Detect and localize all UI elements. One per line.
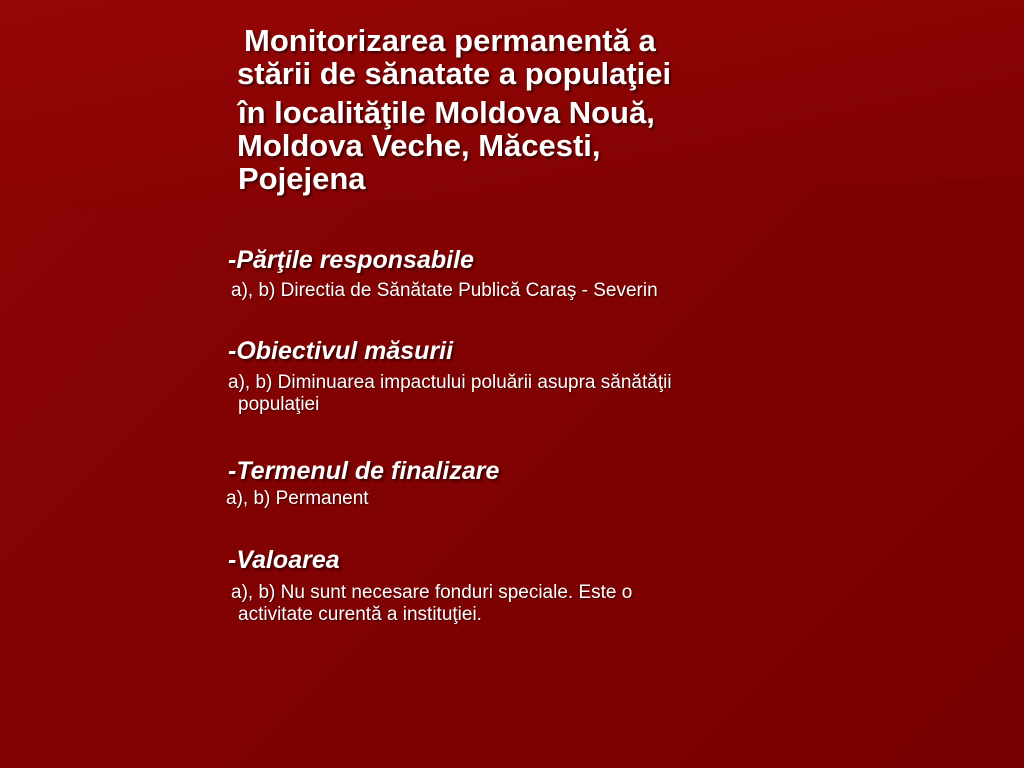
section-heading: -Valoarea — [228, 546, 340, 574]
section-heading: -Termenul de finalizare — [228, 457, 500, 485]
section-objective — [228, 337, 788, 416]
title-line-2: stării de sănatate a populaţiei — [237, 56, 672, 91]
section-heading: -Obiectivul măsurii — [228, 337, 454, 365]
section-body-line: a), b) Nu sunt necesare fonduri speciale. Este o — [231, 582, 633, 603]
section-heading: -Părţile responsabile — [228, 246, 474, 274]
section-value — [228, 546, 788, 626]
section-deadline — [228, 457, 788, 510]
section-responsible-parties — [228, 246, 788, 302]
slide-title — [232, 24, 792, 195]
section-body-line: activitate curentă a instituţiei. — [238, 604, 482, 625]
title-line-5: Pojejena — [238, 161, 366, 196]
section-body-line: populaţiei — [238, 394, 320, 415]
section-body-line: a), b) Diminuarea impactului poluării asupra sănătăţii — [228, 372, 672, 393]
title-line-1: Monitorizarea permanentă a — [244, 23, 656, 58]
section-body-line: a), b) Directia de Sănătate Publică Caraş - Severin — [231, 280, 658, 301]
section-body-line: a), b) Permanent — [226, 488, 369, 509]
title-line-4: Moldova Veche, Măcesti, — [237, 128, 601, 163]
title-line-3: în localităţile Moldova Nouă, — [238, 95, 655, 130]
